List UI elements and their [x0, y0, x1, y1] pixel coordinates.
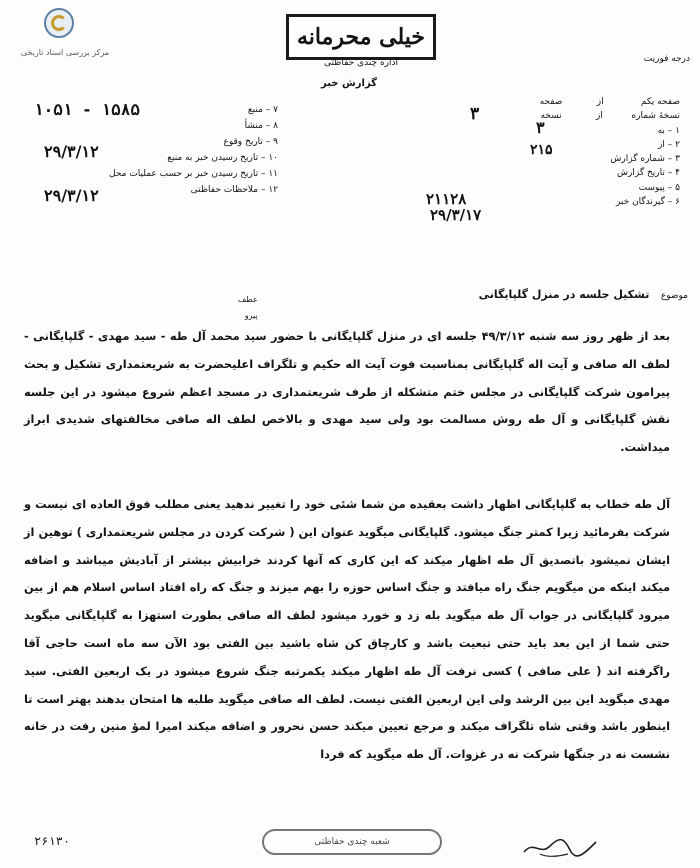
followup-label: پیرو — [244, 311, 258, 320]
field-number: ۴ – — [667, 168, 680, 179]
reference-label: عطف — [238, 295, 258, 304]
field-label: ۹ – تاریخ وقوع — [223, 137, 278, 147]
field-label: از — [596, 97, 604, 107]
priority-label: درجه فوریت — [643, 54, 690, 64]
field-label: از — [595, 111, 603, 122]
field-label: پیوست — [638, 182, 665, 193]
field-number: ۶ – — [667, 197, 680, 208]
field-label: ۱۱ – تاریخ رسیدن خبر بر حسب عملیات محل — [109, 169, 278, 179]
handwritten-signature — [520, 834, 600, 860]
subject-text: تشکیل جلسه در منزل گلپایگانی — [478, 288, 650, 301]
field-label: صفحه یکم — [640, 97, 680, 107]
handwritten-copy-number: ۳ — [536, 118, 545, 137]
field-label: از — [658, 139, 665, 150]
reference-note — [238, 292, 258, 324]
field-label: ۸ – منشأ — [244, 121, 278, 131]
handwritten-report-date: ۲۹/۳/۱۷ — [430, 206, 482, 224]
field-number: ۲ – — [667, 139, 680, 150]
field-label: گیرندگان خبر — [615, 197, 665, 208]
handwritten-received-date: ۲۹/۳/۱۲ — [44, 186, 99, 205]
handwritten-reference: ۱۰۵۱ - ۱۵۸۵ — [34, 100, 140, 119]
handwritten-report-number: ۲۱۱۲۸ — [426, 190, 467, 208]
field-label: صفحه — [539, 97, 563, 107]
field-label: تاریخ گزارش — [617, 168, 665, 179]
field-label: ۱۰ – تاریخ رسیدن خبر به منبع — [167, 153, 278, 163]
field-number: ۵ – — [667, 182, 680, 193]
field-number: ۳ – — [667, 154, 680, 165]
department-stamp: شعبه چندی حفاظتی — [262, 829, 442, 855]
handwritten-to: ۲۱۵ — [530, 142, 553, 158]
field-label: ۱۲ – ملاحظات حفاظتی — [190, 185, 278, 195]
subject-label: موضوع — [660, 291, 688, 301]
archive-logo — [10, 8, 110, 68]
handwritten-occurrence-date: ۲۹/۳/۱۲ — [44, 142, 99, 161]
field-number: ۱ – — [667, 125, 680, 136]
field-row — [396, 95, 680, 109]
archive-logo-icon — [44, 8, 74, 38]
archive-logo-text: مرکز بررسی اسناد تاریخی — [20, 48, 110, 57]
classification-stamp: خیلی محرمانه — [286, 14, 436, 60]
body-paragraph: بعد از ظهر روز سه شنبه ۴۹/۳/۱۲ جلسه ای در منزل گلپایگانی با حضور سید محمد آل طه - سید مهدی - گلپایگانی - لطف اله صافی و آیت اله گلپایگانی بمناسبت فوت آیت اله حکیم و تلگراف اعلیحضرت به شریعتمداری تشکیل و بحث پیرامون شرکت گلپایگانی در مجلس ختم متشکله از طرف شریعتمداری در مسجد اعظم شروع میشود در این جلسه نقش گلپایگانی و آل طه روش مسالمت بود ولی سید مهدی و بالاخص لطف اله صافی مخالفتهای شدیدی ابراز میداشت. — [24, 329, 670, 455]
body-paragraph: آل طه خطاب به گلپایگانی اظهار داشت بعقیده من شما شئی خود را تغییر ندهید یعنی مطلب فوق العاده ای نیست و شرکت بفرمائید زیرا کمتر جنگ میشود. گلپایگانی میگوید عنوان این ( شرکت کردن در مجلس شریعتمداری ) توهین از ایشان نمیشود باتصدیق آل طه اظهار میکند که این کاری که آنها کردند خرابیش بیشتر از آبادیش میباشد و اضافه میکند اینکه من میگویم جنگ راه میافتد و جنگ اساس حوزه را بهم میزند و جنگ که راه افتاد اساس اسلام هم از بین میرود گلپایگانی در جواب آل طه میگوید بله زد و خورد میشود لطف اله صافی بطورت استهزا به گلپایگانی میگوید حتی شما از این بعد باید حتی تبعیت باشد و کارچاق کن شاه باشید بین الفتی بود الآن سه ماه است حاجی آقا راگرفته اند ( علی صافی ) کسی نرفت آل طه اظهار میکند یکمرتبه جنگ شروع میشود در یک اربعین الفتی. سید مهدی میگوید این بین الرشد ولی این اربعین الفتی نیست. لطف اله صافی میگوید طلبه ها امتحان بدهند بهتر است تا اینطور باشد وقتی شاه تلگراف میکند و مرجع تعیین میکند حسن نحرور و اضافه میکند امیرا لمؤ منین رفت در خانه نشست نه در جنگها شرکت نه در غزوات. آل طه میگوید که فردا — [24, 497, 670, 762]
document-number: ۲۶۱۳۰ — [34, 834, 71, 848]
field-label: نسخهٔ شماره — [631, 111, 680, 122]
field-label: به — [657, 125, 665, 136]
issuer-label: اداره چندی حفاظتی — [323, 58, 399, 68]
field-label: نسخه — [540, 111, 562, 122]
field-row — [396, 166, 680, 180]
subject-line — [258, 288, 688, 301]
field-label: ۷ – منبع — [247, 105, 278, 115]
report-title: گزارش خبر — [320, 78, 377, 89]
field-label: شماره گزارش — [610, 154, 665, 165]
handwritten-page: ۳ — [470, 104, 480, 124]
